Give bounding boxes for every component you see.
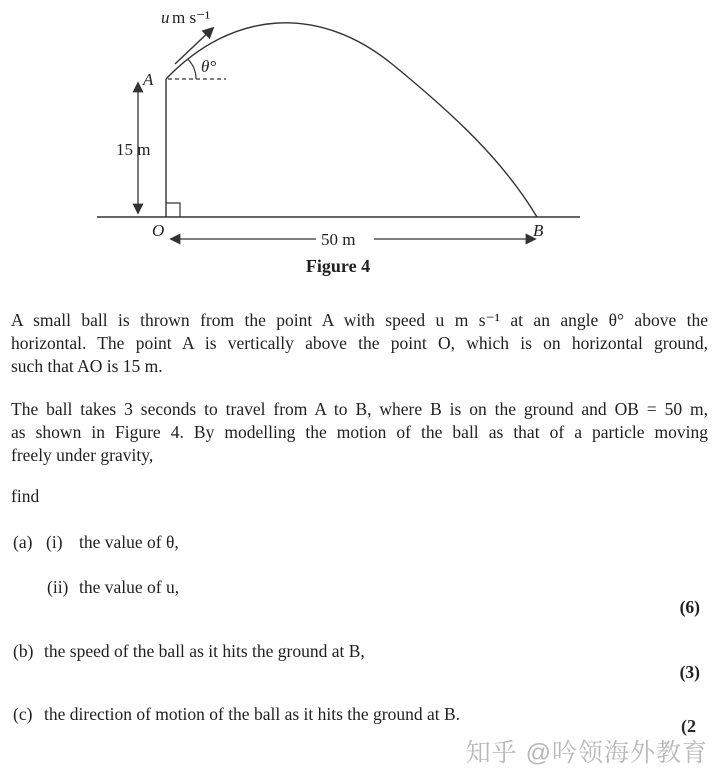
part-b-text: the speed of the ball as it hits the ground at B, xyxy=(44,641,365,661)
part-a-ii-label: (ii) xyxy=(47,577,69,597)
problem-text-line: as shown in Figure 4. By modelling the motion of the ball as that of a particle moving xyxy=(11,422,708,442)
height-label: 15 m xyxy=(116,140,151,159)
point-a-label: A xyxy=(143,70,154,89)
figure-caption: Figure 4 xyxy=(305,256,371,276)
marks-part-a: (6) xyxy=(679,597,700,617)
part-c-text: the direction of motion of the ball as it hits the ground at B. xyxy=(44,704,461,724)
problem-text-line: freely under gravity, xyxy=(11,445,154,465)
angle-arc xyxy=(188,59,196,79)
problem-text-line: The ball takes 3 seconds to travel from A to B, where B is on the ground and OB = 50 m, xyxy=(11,399,708,419)
point-o-label: O xyxy=(152,221,165,240)
part-b-label: (b) xyxy=(13,641,34,661)
right-angle-mark xyxy=(166,203,180,217)
marks-part-c-partial: (2 xyxy=(681,716,696,736)
problem-text-line: horizontal. The point A is vertically above the point O, which is on horizontal ground, xyxy=(11,333,708,353)
velocity-label-units: m s⁻¹ xyxy=(172,8,211,27)
part-a-label: (a) xyxy=(13,532,33,552)
part-c-label: (c) xyxy=(13,704,33,724)
problem-text-line: A small ball is thrown from the point A with speed u m s⁻¹ at an angle θ° above the xyxy=(11,310,708,330)
figure-4-diagram xyxy=(0,0,720,255)
range-label: 50 m xyxy=(321,230,356,249)
point-b-label: B xyxy=(533,221,544,240)
zhihu-watermark: 知乎 @吟领海外教育 xyxy=(465,739,708,767)
part-a-ii-text: the value of u, xyxy=(79,577,180,597)
trajectory-curve xyxy=(166,23,537,217)
problem-text-line: such that AO is 15 m. xyxy=(11,356,163,376)
part-a-i-text: the value of θ, xyxy=(79,532,179,552)
find-line: find xyxy=(11,486,40,506)
part-a-i-label: (i) xyxy=(46,532,63,552)
angle-label: θ° xyxy=(201,57,217,76)
marks-part-b: (3) xyxy=(679,662,700,682)
velocity-label-u: u xyxy=(161,8,170,27)
